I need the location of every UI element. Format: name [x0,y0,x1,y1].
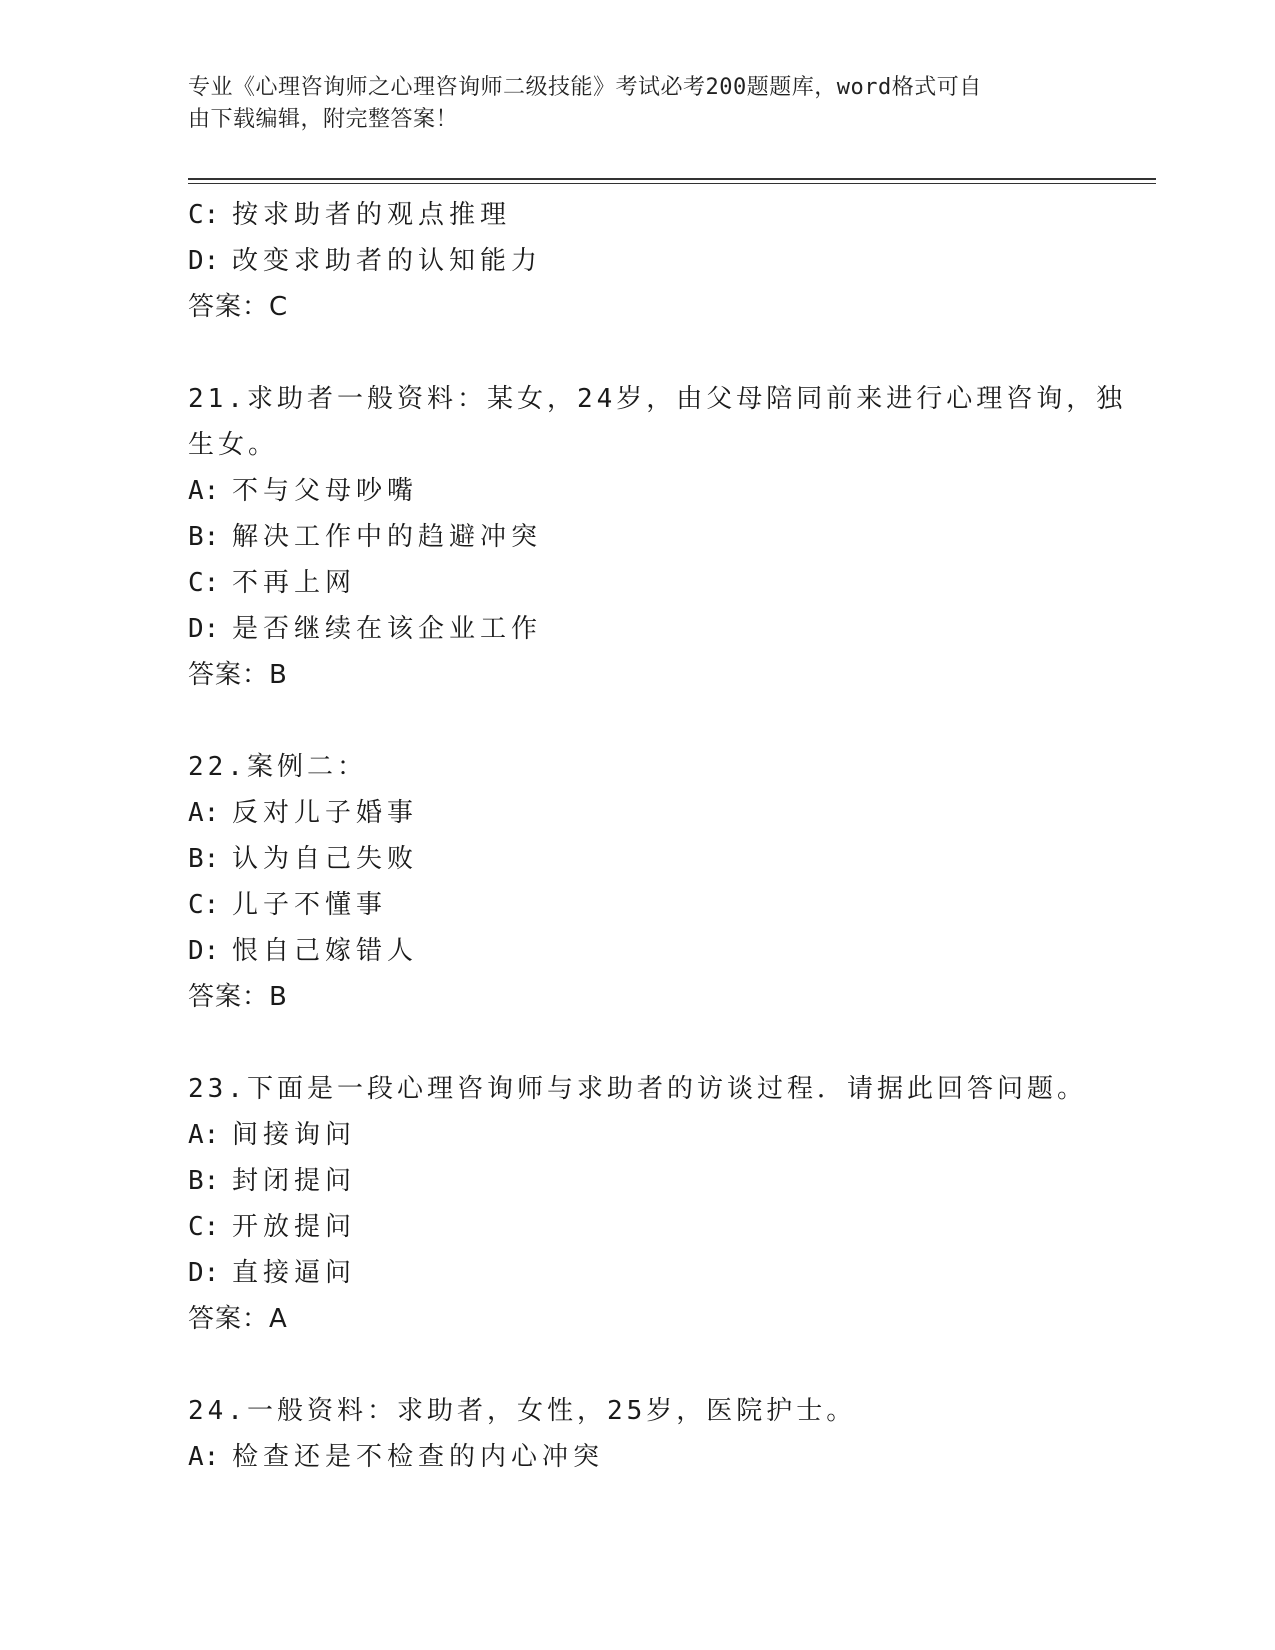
option-text: 解决工作中的趋避冲突 [232,522,543,552]
header-rule-thick [188,178,1156,180]
answer-line: 答案：A [188,1304,288,1334]
question-stem-line-1: 21.求助者一般资料：某女，24岁，由父母陪同前来进行心理咨询，独 [188,384,1127,414]
option-text: 认为自己失败 [232,844,419,874]
option-line [188,192,1088,238]
answer-line: 答案：B [188,660,288,690]
option-text: 开放提问 [232,1212,357,1242]
option-key: B: [188,844,220,874]
option-key: D: [188,246,220,276]
option-text: 恨自己嫁错人 [232,936,419,966]
option-text: 封闭提问 [232,1166,357,1196]
option-line [188,468,1088,514]
option-line [188,1158,1088,1204]
header-intro-line-1: 专业《心理咨询师之心理咨询师二级技能》考试必考200题题库，word格式可自 [188,75,982,100]
option-key: D: [188,1258,220,1288]
option-text: 儿子不懂事 [232,890,388,920]
option-line [188,514,1088,560]
question-stem-line-1: 23.下面是一段心理咨询师与求助者的访谈过程．请据此回答问题。 [188,1074,1087,1104]
option-line [188,606,1088,652]
question-22 [188,744,1088,1020]
option-line [188,882,1088,928]
option-key: A: [188,476,220,506]
question-stem-line-2: 生女。 [188,430,279,460]
option-key: C: [188,890,220,920]
option-key: C: [188,1212,220,1242]
question-23 [188,1066,1088,1342]
option-key: A: [188,798,220,828]
question-21 [188,376,1127,698]
option-key: B: [188,1166,220,1196]
option-text: 按求助者的观点推理 [232,200,512,230]
option-line [188,1112,1088,1158]
option-line [188,1434,1088,1480]
option-text: 不与父母吵嘴 [232,476,419,506]
option-text: 不再上网 [232,568,357,598]
option-text: 是否继续在该企业工作 [232,614,543,644]
question-stem-line-1: 24.一般资料：求助者，女性，25岁，医院护士。 [188,1396,857,1426]
option-line [188,1250,1088,1296]
option-text: 直接逼问 [232,1258,357,1288]
question-list [188,192,1127,1480]
question-24 [188,1388,1088,1480]
option-line [188,560,1088,606]
option-text: 反对儿子婚事 [232,798,419,828]
header-intro-line-2: 由下载编辑，附完整答案！ [188,107,459,132]
answer-line: 答案：C [188,292,289,322]
answer-line: 答案：B [188,982,288,1012]
document-header [188,72,1088,136]
option-text: 改变求助者的认知能力 [232,246,543,276]
option-key: A: [188,1442,220,1472]
option-key: D: [188,614,220,644]
option-key: D: [188,936,220,966]
question-stem-line-1: 22.案例二： [188,752,367,782]
option-line [188,928,1088,974]
option-key: B: [188,522,220,552]
option-key: C: [188,200,220,230]
option-line [188,790,1088,836]
option-line [188,238,1088,284]
previous-question-tail [188,192,1088,330]
header-rule-thin [188,183,1156,184]
option-line [188,836,1088,882]
option-key: A: [188,1120,220,1150]
option-text: 间接询问 [232,1120,357,1150]
option-line [188,1204,1088,1250]
option-text: 检查还是不检查的内心冲突 [232,1442,605,1472]
option-key: C: [188,568,220,598]
